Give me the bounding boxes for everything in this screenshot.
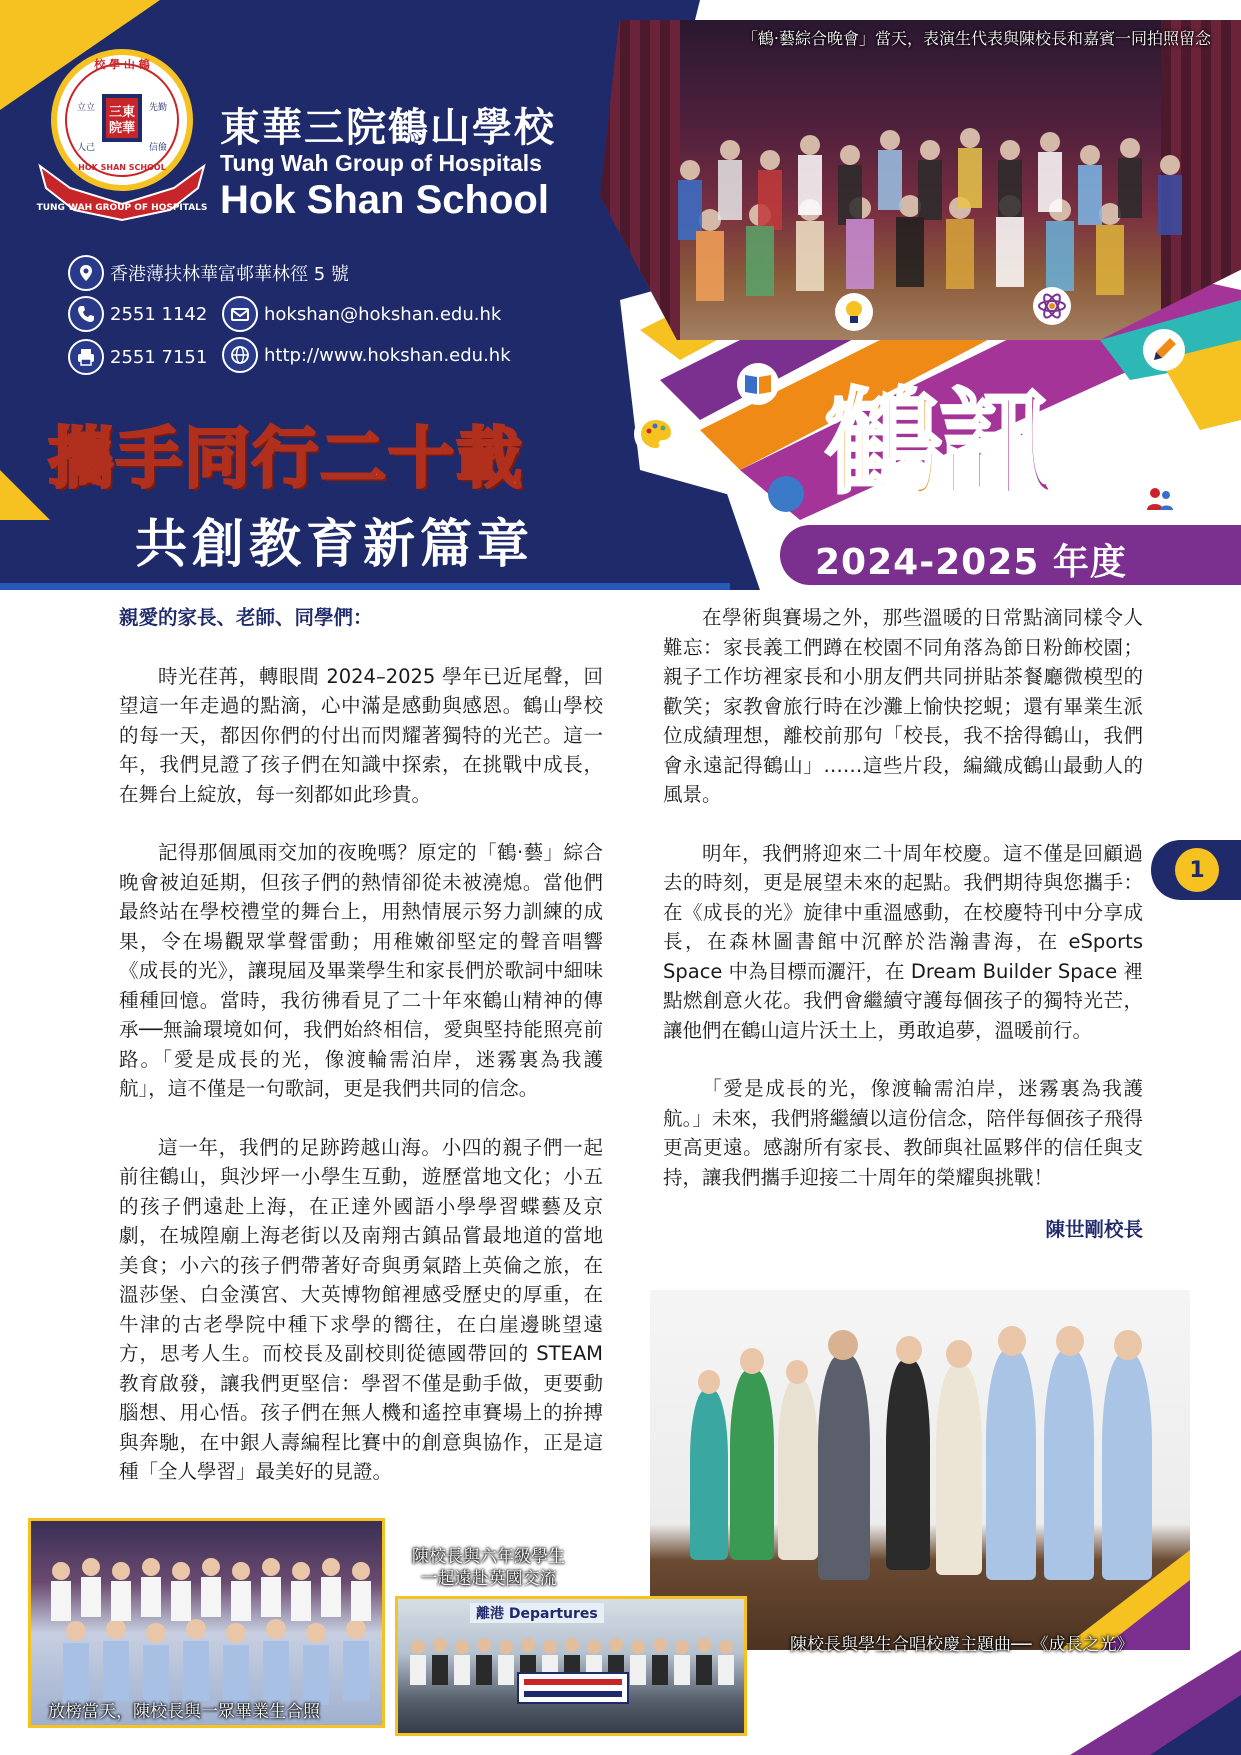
school-name-english-line2: Hok Shan School bbox=[220, 178, 549, 222]
student-figure bbox=[690, 1390, 728, 1560]
fax-number: 2551 7151 bbox=[110, 346, 208, 368]
svg-text:信儉: 信儉 bbox=[148, 143, 168, 153]
palette-icon bbox=[636, 414, 676, 454]
address-text: 香港薄扶林華富邨華林徑 5 號 bbox=[110, 264, 349, 285]
svg-text:人己: 人己 bbox=[76, 143, 96, 153]
page-number: 1 bbox=[1175, 848, 1219, 892]
mail-icon bbox=[222, 296, 258, 332]
contact-fax bbox=[68, 339, 207, 375]
phone-icon bbox=[68, 296, 104, 332]
school-logo bbox=[30, 38, 215, 223]
letter-column-left bbox=[119, 603, 603, 1516]
header-photo-performance bbox=[600, 20, 1241, 340]
masthead-char-2: 訊 bbox=[939, 376, 1054, 514]
group-banner bbox=[518, 1673, 628, 1703]
departures-sign: 離港 Departures bbox=[470, 1603, 604, 1623]
letter-greeting: 親愛的家長、老師、同學們： bbox=[119, 606, 373, 629]
letter-paragraph: 在學術與賽場之外，那些溫暖的日常點滴同樣令人難忘：家長義工們蹲在校園不同角落為節日粉飾校園；親子工作坊裡家長和小朋友們共同拼貼茶餐廳微模型的歡笑；家教會旅行時在沙灘上愉快挖蜆；還有畢業生派位成績理想，離校前那句「校長，我不捨得鶴山，我們會永遠記得鶴山」……這些片段，編織成鶴山最動人的風景。 bbox=[663, 606, 1143, 806]
phone-number[interactable]: 2551 1142 bbox=[110, 303, 208, 325]
photo-caption-singing: 陳校長與學生合唱校慶主題曲──《成長之光》 bbox=[790, 1635, 1134, 1655]
contact-website bbox=[222, 337, 511, 373]
year-label: 2024-2025 年度 bbox=[815, 542, 1127, 583]
atom-icon bbox=[1032, 286, 1072, 326]
letter-paragraph: 明年，我們將迎來二十周年校慶。這不僅是回顧過去的時刻，更是展望未來的起點。我們期待與您攜手：在《成長的光》旋律中重溫感動，在校慶特刊中分享成長，在森林圖書館中沉醉於浩瀚書海，在 eSports Space 中為目標而灑汗，在 Dream Builder Space 裡點燃創意火花。我們會繼續守護每個孩子的獨特光芒，讓他們在鶴山這片沃土上，勇敢追夢，溫暖前行。 bbox=[663, 841, 1143, 1042]
letter-paragraph: 「愛是成長的光，像渡輪需泊岸，迷霧裏為我護航。」未來，我們將繼續以這份信念，陪伴每個孩子飛得更高更遠。感謝所有家長、教師與社區夥伴的信任與支持，讓我們攜手迎接二十周年的榮耀與挑戰！ bbox=[663, 1077, 1143, 1189]
uk-trip-caption-line1: 陳校長與六年級學生 bbox=[412, 1547, 565, 1567]
svg-text:先勤: 先勤 bbox=[148, 103, 168, 113]
letter-paragraph: 記得那個風雨交加的夜晚嗎？原定的「鶴‧藝」綜合晚會被迫延期，但孩子們的熱情卻從未被澆熄。當他們最終站在學校禮堂的舞台上，用熱情展示努力訓練的成果，令在場觀眾掌聲雷動；用稚嫩卻堅定的聲音唱響《成長的光》，讓現屆及畢業學生和家長們於歌詞中細味種種回憶。當時，我彷彿看見了二十年來鶴山精神的傳承──無論環境如何，我們始終相信，愛與堅持能照亮前路。「愛是成長的光，像渡輪需泊岸，迷霧裏為我護航」，這不僅是一句歌詞，更是我們共同的信念。 bbox=[119, 841, 603, 1100]
contact-email bbox=[222, 296, 501, 332]
student-figure bbox=[730, 1370, 774, 1560]
svg-text:院華: 院華 bbox=[108, 121, 136, 136]
school-name-english-line1: Tung Wah Group of Hospitals bbox=[220, 150, 542, 176]
email-link[interactable]: hokshan@hokshan.edu.hk bbox=[264, 303, 502, 325]
svg-text:校 學 山 鶴: 校 學 山 鶴 bbox=[94, 58, 150, 71]
svg-text:三東: 三東 bbox=[108, 105, 136, 120]
school-name-chinese: 東華三院鶴山學校 bbox=[220, 105, 556, 151]
letter-column-right bbox=[663, 603, 1143, 1274]
letter-signature: 陳世剛校長 bbox=[1045, 1218, 1143, 1241]
travellers-silhouettes bbox=[398, 1599, 747, 1736]
people-icon bbox=[1142, 480, 1178, 516]
headline-line1: 攜手同行二十載 bbox=[48, 420, 524, 497]
website-link[interactable]: http://www.hokshan.edu.hk bbox=[264, 344, 511, 366]
location-pin-icon bbox=[68, 255, 104, 291]
photo-caption-uk-trip bbox=[412, 1546, 565, 1590]
letter-paragraph: 時光荏苒，轉眼間 2024–2025 學年已近尾聲，回望這一年走過的點滴，心中滿是感動與感恩。鶴山學校的每一天，都因你們的付出而閃耀著獨特的光芒。這一年，我們見證了孩子們在知識中探索，在挑戰中成長，在舞台上綻放，每一刻都如此珍貴。 bbox=[119, 664, 603, 806]
svg-text:TUNG WAH GROUP OF HOSPITALS: TUNG WAH GROUP OF HOSPITALS bbox=[36, 203, 208, 213]
principal-figure bbox=[818, 1355, 870, 1580]
fax-icon bbox=[68, 339, 104, 375]
letter-paragraph: 這一年，我們的足跡跨越山海。小四的親子們一起前往鶴山，與沙坪一小學生互動，遊歷當地文化；小五的孩子們遠赴上海，在正達外國語小學學習蝶藝及京劇，在城隍廟上海老街以及南翔古鎮品嘗最地道的當地美食；小六的孩子們帶著好奇與勇氣踏上英倫之旅，在溫莎堡、白金漢宮、大英博物館裡感受歷史的厚重，在牛津的古老學院中種下求學的嚮往，在白崖邊眺望遠方，思考人生。而校長及副校則從德國帶回的 STEAM 教育啟發，讓我們更堅信：學習不僅是動手做，更要動腦想、用心悟。孩子們在無人機和遙控車賽場上的拚搏與奔馳，在中銀人壽編程比賽中的創意與協作，正是這種「全人學習」最美好的見證。 bbox=[119, 1135, 603, 1483]
student-figure bbox=[778, 1380, 818, 1560]
header-photo-caption: 「鶴‧藝綜合晚會」當天，表演生代表與陳校長和嘉賓一同拍照留念 bbox=[741, 29, 1211, 48]
headline-line2: 共創教育新篇章 bbox=[135, 515, 535, 575]
svg-text:立立: 立立 bbox=[76, 103, 96, 113]
book-icon bbox=[736, 362, 780, 406]
contact-phone bbox=[68, 296, 207, 332]
photo-uk-trip-airport bbox=[395, 1596, 747, 1736]
globe-icon bbox=[222, 337, 258, 373]
masthead-title bbox=[825, 350, 1053, 520]
uk-trip-caption-line2: 一起遠赴英國交流 bbox=[420, 1569, 557, 1589]
footer-stripes bbox=[1000, 1620, 1241, 1755]
photo-caption-results-day: 放榜當天，陳校長與一眾畢業生合照 bbox=[48, 1702, 320, 1722]
student-figure bbox=[886, 1360, 930, 1570]
svg-text:HOK SHAN SCHOOL: HOK SHAN SCHOOL bbox=[78, 163, 166, 172]
group-silhouettes bbox=[600, 20, 1241, 340]
lightbulb-icon bbox=[834, 292, 874, 332]
contact-address bbox=[68, 255, 349, 291]
header-banner bbox=[0, 0, 1241, 590]
masthead-char-1: 鶴 bbox=[825, 376, 940, 514]
pencil-icon bbox=[1142, 328, 1186, 372]
